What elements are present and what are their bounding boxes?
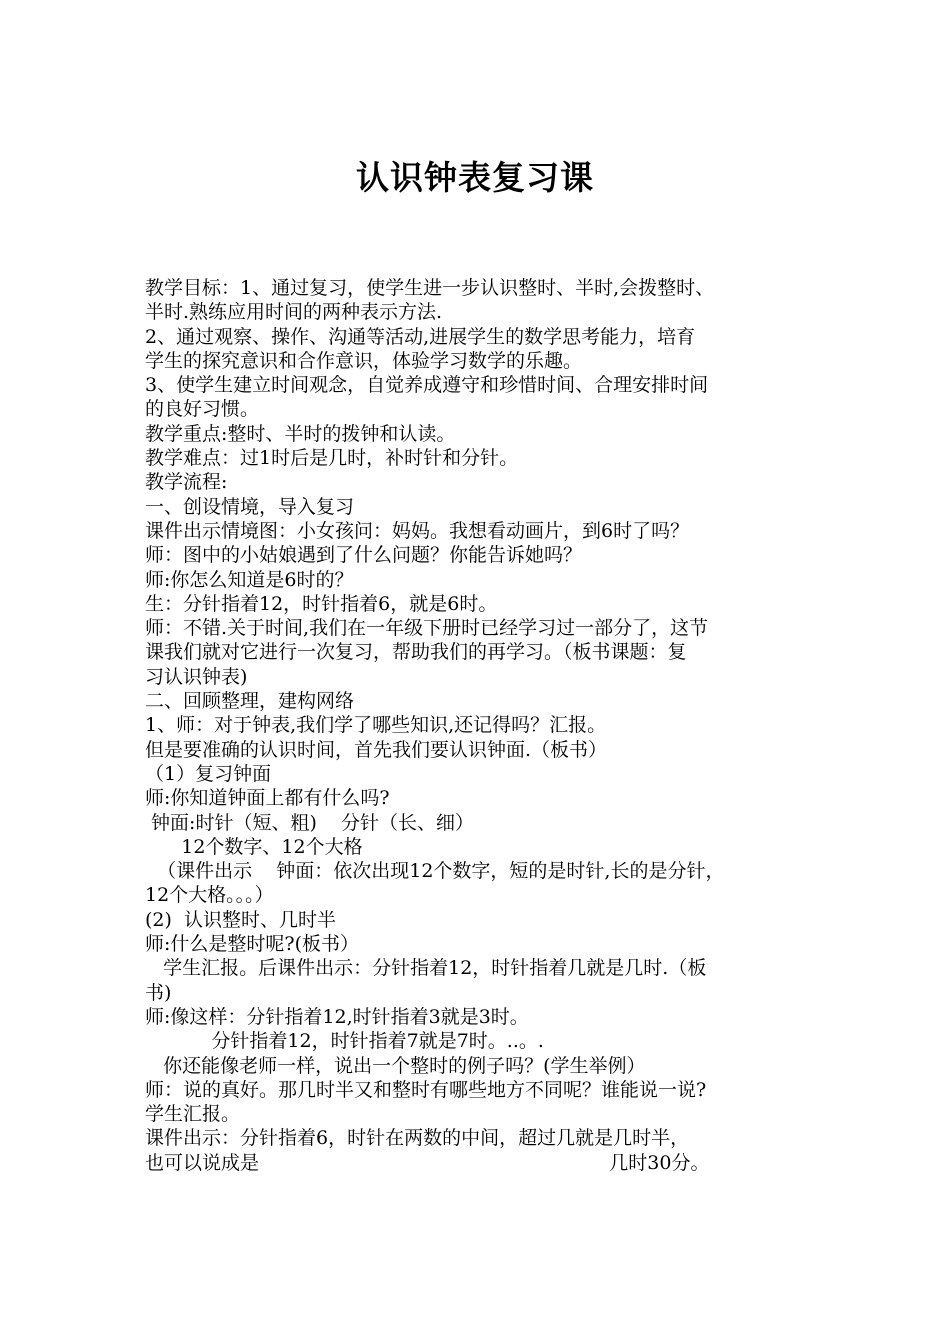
text-line: 的良好习惯。 [145, 398, 260, 421]
text-line: 师:什么是整时呢?(板书） [145, 933, 360, 956]
text-line: 也可以说成是 几时30分。 [145, 1151, 710, 1174]
text-line: 教学难点：过1时后是几时，补时针和分针。 [145, 447, 519, 470]
text-line: 1、师：对于钟表,我们学了哪些知识,还记得吗？汇报。 [145, 714, 607, 737]
text-line: 师:像这样：分针指着12,时针指着3就是3时。 [145, 1005, 529, 1028]
document-title: 认识钟表复习课 [356, 158, 594, 197]
text-line: 课件出示：分针指着6，时针在两数的中间，超过几就是几时半， [145, 1127, 690, 1150]
text-line: 师:你知道钟面上都有什么吗? [145, 787, 390, 810]
text-line: 习认识钟表) [145, 665, 248, 688]
text-line: （1）复习钟面 [145, 762, 272, 785]
text-line: （课件出示 钟面：依次出现12个数字，短的是时针,长的是分针， [145, 860, 725, 883]
text-line: 书) [145, 981, 172, 1004]
text-line: 课我们就对它进行一次复习，帮助我们的再学习。（板书课题：复 [145, 641, 687, 664]
text-line: 分针指着12，时针指着7就是7时。..。. [145, 1030, 544, 1053]
text-line: 师：不错.关于时间,我们在一年级下册时已经学习过一部分了，这节 [145, 617, 709, 640]
text-line: 钟面:时针（短、粗) 分针（长、细） [145, 811, 475, 834]
text-line: 学生汇报。后课件出示：分针指着12，时针指着几就是几时.（板 [145, 957, 707, 980]
text-line: 师：图中的小姑娘遇到了什么问题？你能告诉她吗？ [145, 544, 583, 567]
text-line: 师:你怎么知道是6时的？ [145, 568, 354, 591]
text-line: (2) 认识整时、几时半 [145, 908, 336, 931]
text-line: 12个大格。。。） [145, 884, 274, 907]
text-line: 2、通过观察、操作、沟通等活动,进展学生的数学思考能力，培育 [145, 325, 696, 348]
text-line: 半时.熟练应用时间的两种表示方法. [145, 301, 443, 324]
text-line: 一、创设情境，导入复习 [145, 495, 355, 518]
text-line: 教学目标：1、通过复习，使学生进一步认识整时、半时,会拨整时、 [145, 277, 715, 299]
text-line: 学生汇报。 [145, 1103, 241, 1126]
text-line: 课件出示情境图：小女孩问：妈妈。我想看动画片，到6时了吗？ [145, 519, 690, 542]
text-line: 但是要准确的认识时间，首先我们要认识钟面.（板书） [145, 738, 608, 761]
text-line: 教学重点:整时、半时的拨钟和认读。 [145, 422, 456, 445]
document-body [145, 276, 835, 1175]
text-line: 3、使学生建立时间观念，自觉养成遵守和珍惜时间、合理安排时间 [145, 374, 709, 397]
text-line: 师：说的真好。那几时半又和整时有哪些地方不同呢？谁能说一说? [145, 1078, 707, 1101]
text-line: 教学流程: [145, 471, 228, 494]
text-line: 你还能像老师一样，说出一个整时的例子吗？(学生举例） [145, 1054, 646, 1077]
text-line: 12个数字、12个大格 [145, 835, 363, 858]
text-line: 二、回顾整理，建构网络 [145, 690, 355, 713]
text-line: 学生的探究意识和合作意识，体验学习数学的乐趣。 [145, 349, 583, 372]
text-line: 生：分针指着12，时针指着6，就是6时。 [145, 592, 498, 615]
